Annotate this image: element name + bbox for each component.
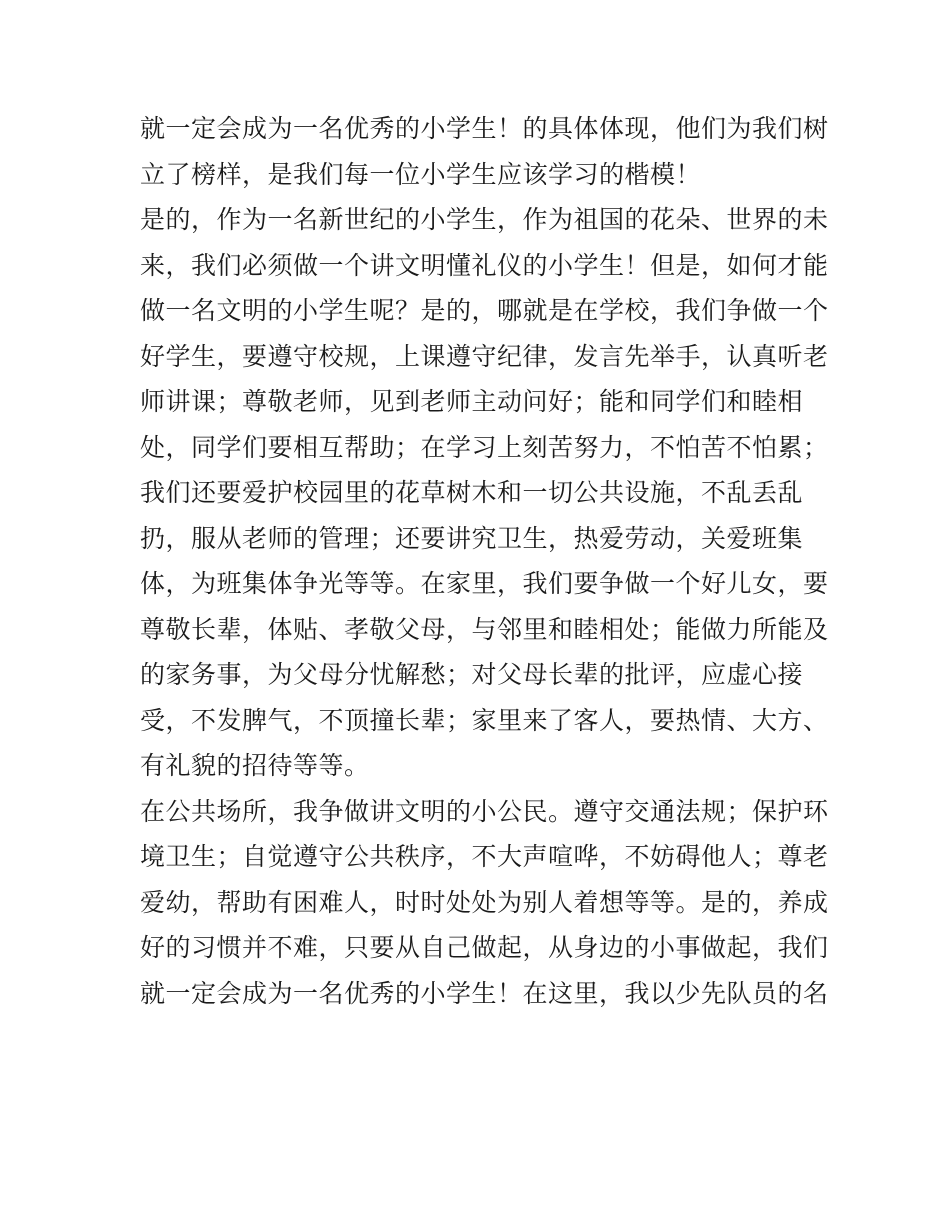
text-line: 受，不发脾气，不顶撞长辈；家里来了客人，要热情、大方、 [140, 705, 829, 735]
text-line: 处，同学们要相互帮助；在学习上刻苦努力，不怕苦不怕累； [140, 432, 829, 462]
text-line: 爱幼，帮助有困难人，时时处处为别人着想等等。是的，养成 [140, 887, 829, 917]
text-line: 的家务事，为父母分忧解愁；对父母长辈的批评，应虚心接 [140, 660, 804, 689]
text-line: 境卫生；自觉遵守公共秩序，不大声喧哗，不妨碍他人；尊老 [140, 842, 829, 871]
text-line: 好的习惯并不难，只要从自己做起，从身边的小事做起，我们 [140, 933, 829, 962]
text-line: 尊敬长辈，体贴、孝敬父母，与邻里和睦相处；能做力所能及 [140, 614, 829, 644]
text-line: 扔，服从老师的管理；还要讲究卫生，热爱劳动，关爱班集 [140, 523, 804, 553]
document-body [140, 106, 829, 1016]
text-line: 立了榜样，是我们每一位小学生应该学习的楷模！ [140, 159, 702, 189]
text-line: 好学生，要遵守校规，上课遵守纪律，发言先举手，认真听老 [140, 341, 829, 371]
text-line: 在公共场所，我争做讲文明的小公民。遵守交通法规；保护环 [140, 796, 829, 826]
text-line: 就一定会成为一名优秀的小学生！的具体体现，他们为我们树 [140, 114, 829, 143]
text-line: 做一名文明的小学生呢？是的，哪就是在学校，我们争做一个 [140, 296, 829, 325]
text-line: 我们还要爱护校园里的花草树木和一切公共设施，不乱丢乱 [140, 478, 804, 507]
text-line: 有礼貌的招待等等。 [140, 751, 370, 780]
text-line: 是的，作为一名新世纪的小学生，作为祖国的花朵、世界的未 [140, 205, 829, 234]
text-line: 师讲课；尊敬老师，见到老师主动问好；能和同学们和睦相 [140, 387, 804, 416]
text-line: 体，为班集体争光等等。在家里，我们要争做一个好儿女，要 [140, 569, 829, 598]
text-line: 来，我们必须做一个讲文明懂礼仪的小学生！但是，如何才能 [140, 250, 829, 280]
text-line: 就一定会成为一名优秀的小学生！在这里，我以少先队员的名 [140, 978, 829, 1008]
